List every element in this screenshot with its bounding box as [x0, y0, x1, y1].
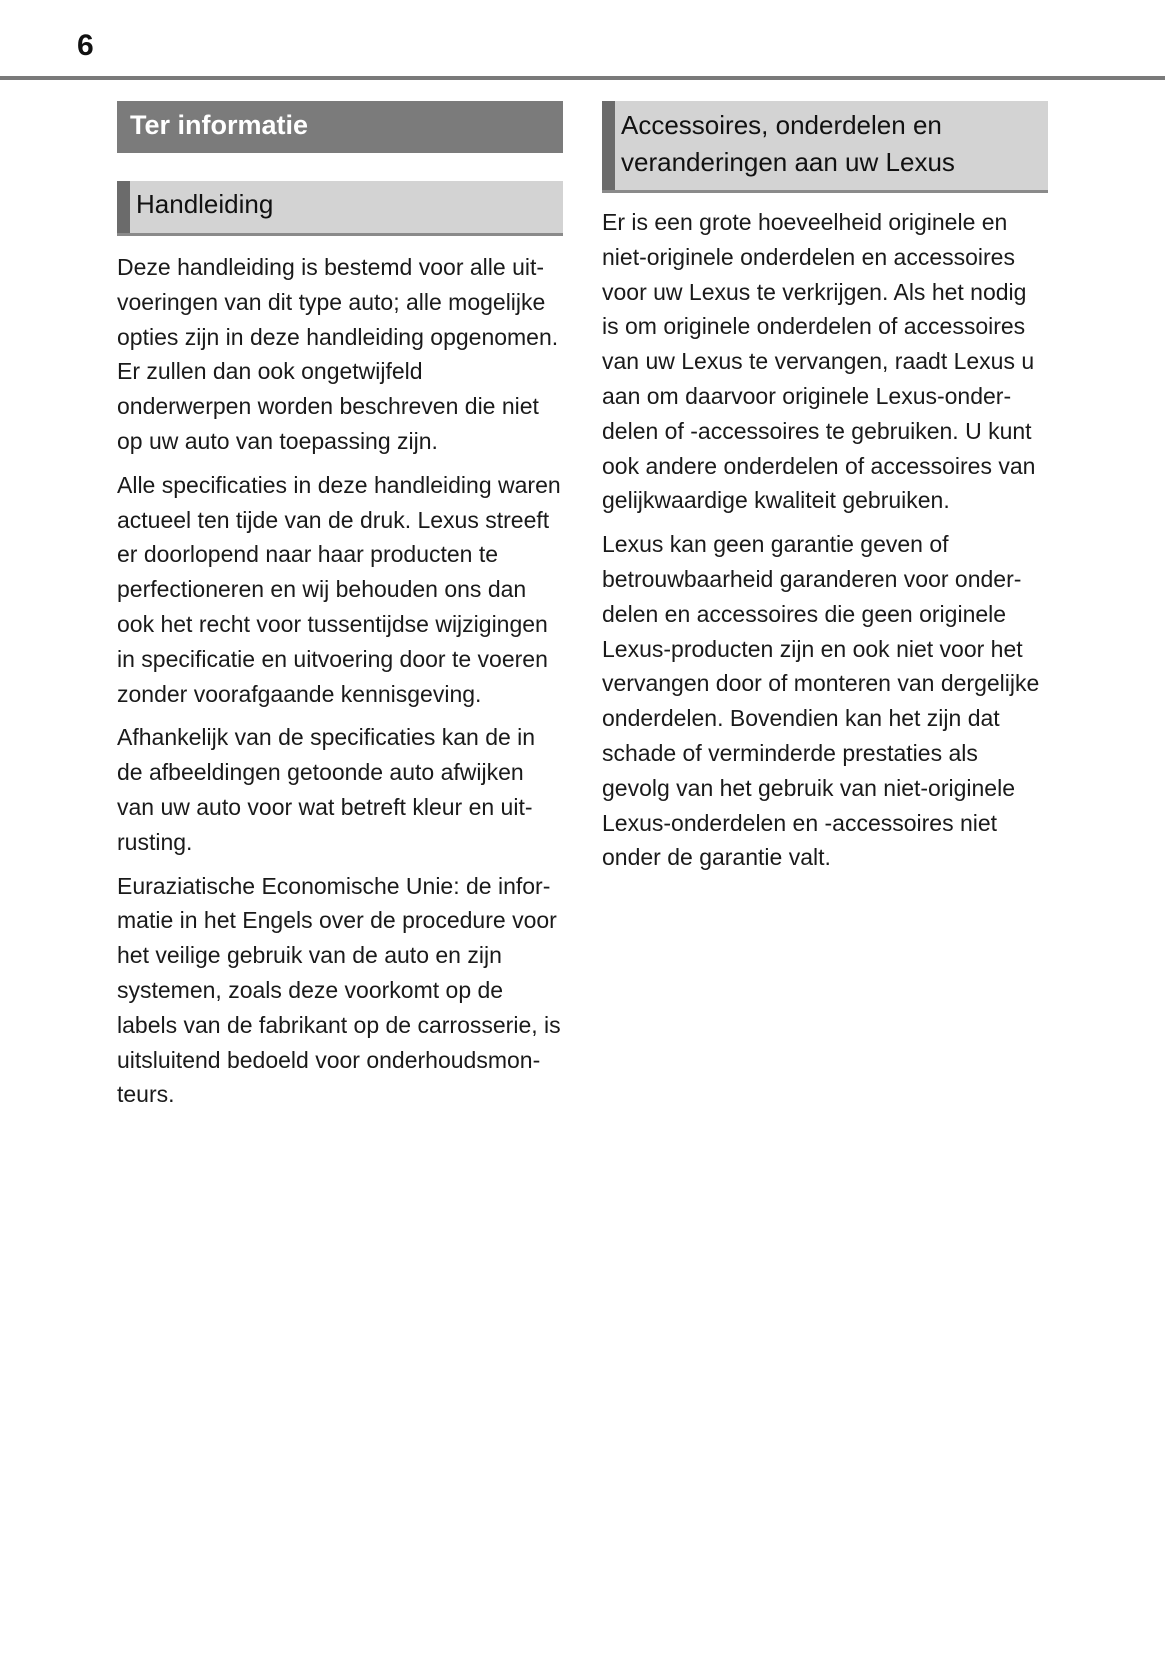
paragraph: Er is een grote hoeveelheid originele en niet-originele onderdelen en accessoires voor uw Lexus te verkrijgen. Als het nodig is om originele onderdelen of accessoires van uw Lexus te vervangen, raadt Lexus u aan om daarvoor originele Lexus-onderdelen of -accessoires te gebruiken. U kunt ook andere onderdelen of accessoires van gelijkwaardige kwaliteit gebruiken.: [602, 209, 1036, 514]
subsection-heading-handleiding: Handleiding: [117, 181, 563, 236]
page-number: 6: [77, 29, 94, 62]
paragraph: Lexus kan geen garantie geven of betrouwbaarheid garanderen voor onderdelen en accessoires die geen originele Lexus-producten zijn en ook niet voor het vervangen door of monteren van dergelijke onderdelen. Bovendien kan het zijn dat schade of verminderde prestaties als gevolg van het gebruik van niet-originele Lexus-onderdelen en -accessoires niet onder de garantie valt.: [602, 531, 1040, 871]
left-column: [117, 101, 563, 1112]
right-column: [602, 101, 1048, 875]
header-rule: [0, 76, 1165, 80]
subsection-heading-accessoires: Accessoires, onderdelen en veranderingen aan uw Lexus: [602, 101, 1048, 193]
paragraph: Alle specificaties in deze handleiding waren actueel ten tijde van de druk. Lexus streeft er doorlopend naar haar producten te perfectioneren en wij behouden ons dan ook het recht voor tussentijdse wijzigingen in specificatie en uitvoering door te voeren zonder voorafgaande kennisgeving.: [117, 471, 561, 707]
section-title: Ter informatie: [117, 101, 563, 153]
paragraph: Deze handleiding is bestemd voor alle uitvoeringen van dit type auto; alle mogelijke opties zijn in deze handleiding opgenomen. Er zullen dan ook ongetwijfeld onderwerpen worden beschreven die niet op uw auto van toepassing zijn.: [117, 254, 559, 454]
paragraph: Euraziatische Economische Unie: de informatie in het Engels over de procedure voor het veilige gebruik van de auto en zijn systemen, zoals deze voorkomt op de labels van de fabrikant op de carrosserie, is uitsluitend bedoeld voor onderhoudsmonteurs.: [117, 872, 561, 1108]
paragraph: Afhankelijk van de specificaties kan de in de afbeeldingen getoonde auto afwijken van uw auto voor wat betreft kleur en uitrusting.: [117, 724, 536, 855]
